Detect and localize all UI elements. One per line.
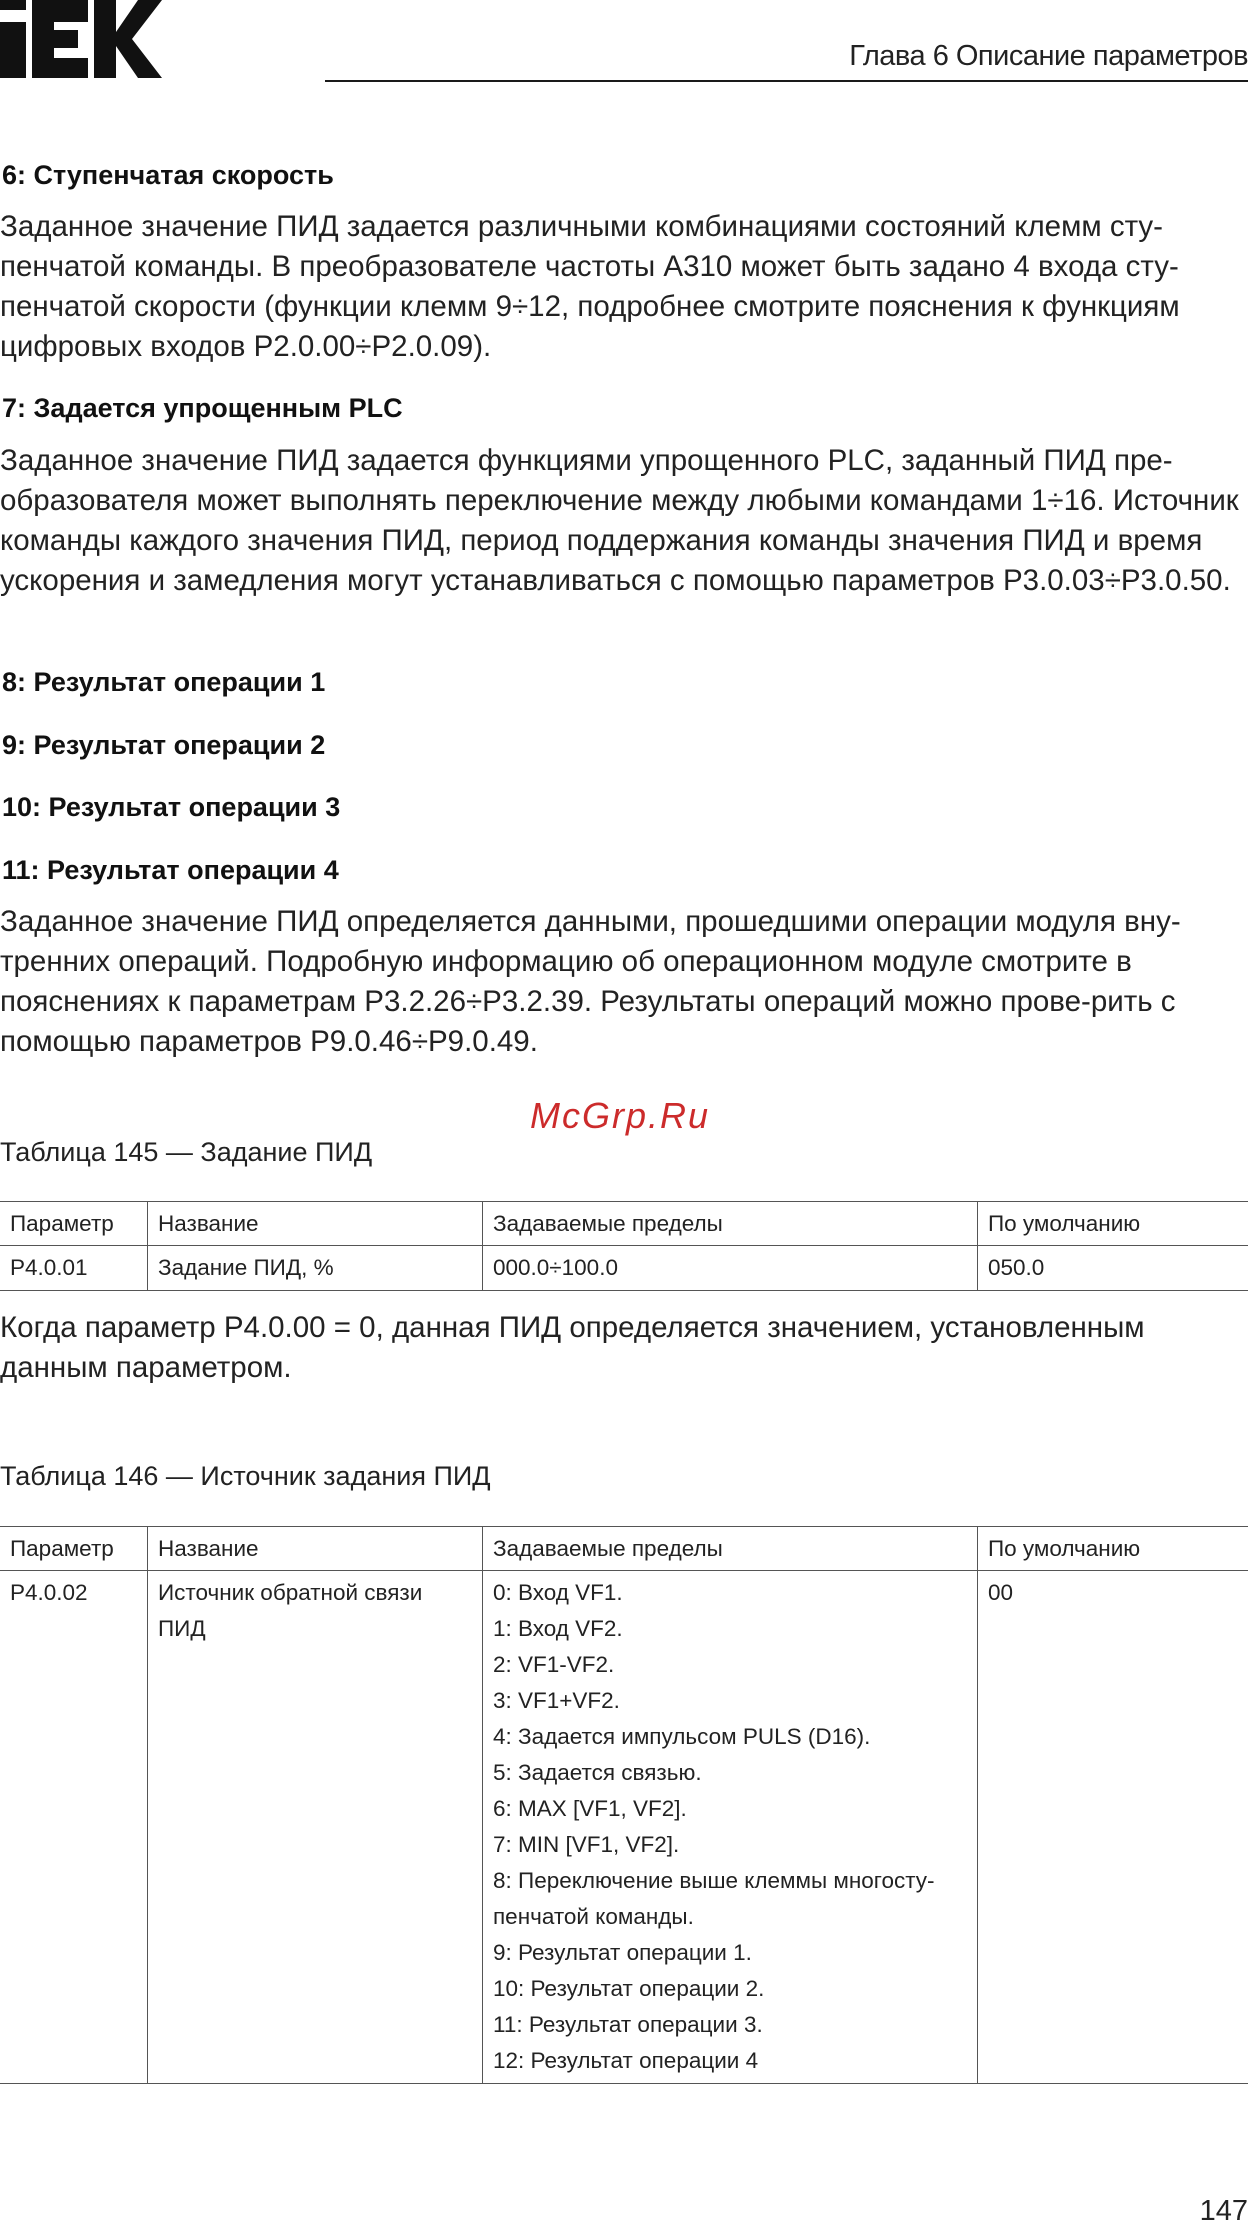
table-row bbox=[0, 1571, 1248, 2084]
range-option: 3: VF1+VF2. bbox=[493, 1688, 620, 1713]
range-option: 11: Результат операции 3. bbox=[493, 2012, 763, 2037]
table-146-caption: Таблица 146 — Источник задания ПИД bbox=[0, 1461, 491, 1491]
cell-default: 050.0 bbox=[978, 1246, 1248, 1291]
cell-name: Задание ПИД, % bbox=[148, 1246, 483, 1291]
header-name: Название bbox=[148, 1202, 483, 1246]
header-name: Название bbox=[148, 1527, 483, 1571]
watermark: McGrp.Ru bbox=[530, 1095, 711, 1136]
header-rule bbox=[325, 80, 1248, 82]
range-option: 5: Задается связью. bbox=[493, 1760, 702, 1785]
header-param: Параметр bbox=[0, 1527, 148, 1571]
cell-name: Источник обратной связи ПИД bbox=[148, 1571, 483, 2084]
iek-logo-mark bbox=[0, 0, 162, 78]
range-option: 6: MAX [VF1, VF2]. bbox=[493, 1796, 687, 1821]
cell-param: P4.0.02 bbox=[0, 1571, 148, 2084]
table-145-caption: Таблица 145 — Задание ПИД bbox=[0, 1137, 373, 1167]
heading-operation-1: 8: Результат операции 1 bbox=[2, 667, 326, 697]
table-header-row bbox=[0, 1202, 1248, 1246]
range-option: 12: Результат операции 4 bbox=[493, 2048, 759, 2073]
paragraph-operations: Заданное значение ПИД определяется данными, прошедшими операции модуля вну-тренних операций. Подробную информацию об операционном модуле смотрите в пояснениях к параметрам P3.2.26÷P3.2.39. Результаты операций можно прове-рить с помощью параметров P9.0.46÷P9.0.49. bbox=[0, 905, 1181, 1058]
range-option: 9: Результат операции 1. bbox=[493, 1940, 752, 1965]
header-range: Задаваемые пределы bbox=[483, 1527, 978, 1571]
cell-default: 00 bbox=[978, 1571, 1248, 2084]
heading-operation-3: 10: Результат операции 3 bbox=[2, 792, 341, 822]
header-range: Задаваемые пределы bbox=[483, 1202, 978, 1246]
table-row bbox=[0, 1246, 1248, 1291]
table-146 bbox=[0, 1526, 1248, 2084]
chapter-title: Глава 6 Описание параметров bbox=[849, 40, 1248, 72]
range-option: 7: MIN [VF1, VF2]. bbox=[493, 1832, 680, 1857]
page-number: 147 bbox=[1199, 2195, 1248, 2227]
cell-range bbox=[483, 1571, 978, 2084]
heading-operation-2: 9: Результат операции 2 bbox=[2, 730, 326, 760]
header-default: По умолчанию bbox=[978, 1527, 1248, 1571]
cell-param: P4.0.01 bbox=[0, 1246, 148, 1291]
range-option: 4: Задается импульсом PULS (D16). bbox=[493, 1724, 871, 1749]
range-option: 10: Результат операции 2. bbox=[493, 1976, 765, 2001]
header-default: По умолчанию bbox=[978, 1202, 1248, 1246]
heading-simple-plc: 7: Задается упрощенным PLC bbox=[2, 393, 403, 423]
range-option: 1: Вход VF2. bbox=[493, 1616, 623, 1641]
range-option: 2: VF1-VF2. bbox=[493, 1652, 615, 1677]
header-param: Параметр bbox=[0, 1202, 148, 1246]
paragraph-step-speed: Заданное значение ПИД задается различными комбинациями состояний клемм сту-пенчатой команды. В преобразователе частоты A310 может быть задано 4 входа сту-пенчатой скорости (функции клемм 9÷12, подробнее смотрите пояснения к функциям цифровых входов P2.0.00÷P2.0.09). bbox=[0, 210, 1180, 363]
note-paragraph: Когда параметр P4.0.00 = 0, данная ПИД определяется значением, установленным данным параметром. bbox=[0, 1311, 1145, 1384]
table-145 bbox=[0, 1201, 1248, 1291]
table-header-row bbox=[0, 1527, 1248, 1571]
iek-logo bbox=[0, 0, 162, 78]
range-option: пенчатой команды. bbox=[493, 1904, 694, 1929]
range-option: 0: Вход VF1. bbox=[493, 1580, 623, 1605]
heading-step-speed: 6: Ступенчатая скорость bbox=[2, 160, 334, 190]
range-option: 8: Переключение выше клеммы многосту- bbox=[493, 1868, 935, 1893]
paragraph-simple-plc: Заданное значение ПИД задается функциями упрощенного PLC, заданный ПИД пре-образователя может выполнять переключение между любыми командами 1÷16. Источник команды каждого значения ПИД, период поддержания команды значения ПИД и время ускорения и замедления могут устанавливаться с помощью параметров P3.0.03÷P3.0.50. bbox=[0, 444, 1239, 597]
cell-range: 000.0÷100.0 bbox=[483, 1246, 978, 1291]
heading-operation-4: 11: Результат операции 4 bbox=[2, 855, 339, 885]
